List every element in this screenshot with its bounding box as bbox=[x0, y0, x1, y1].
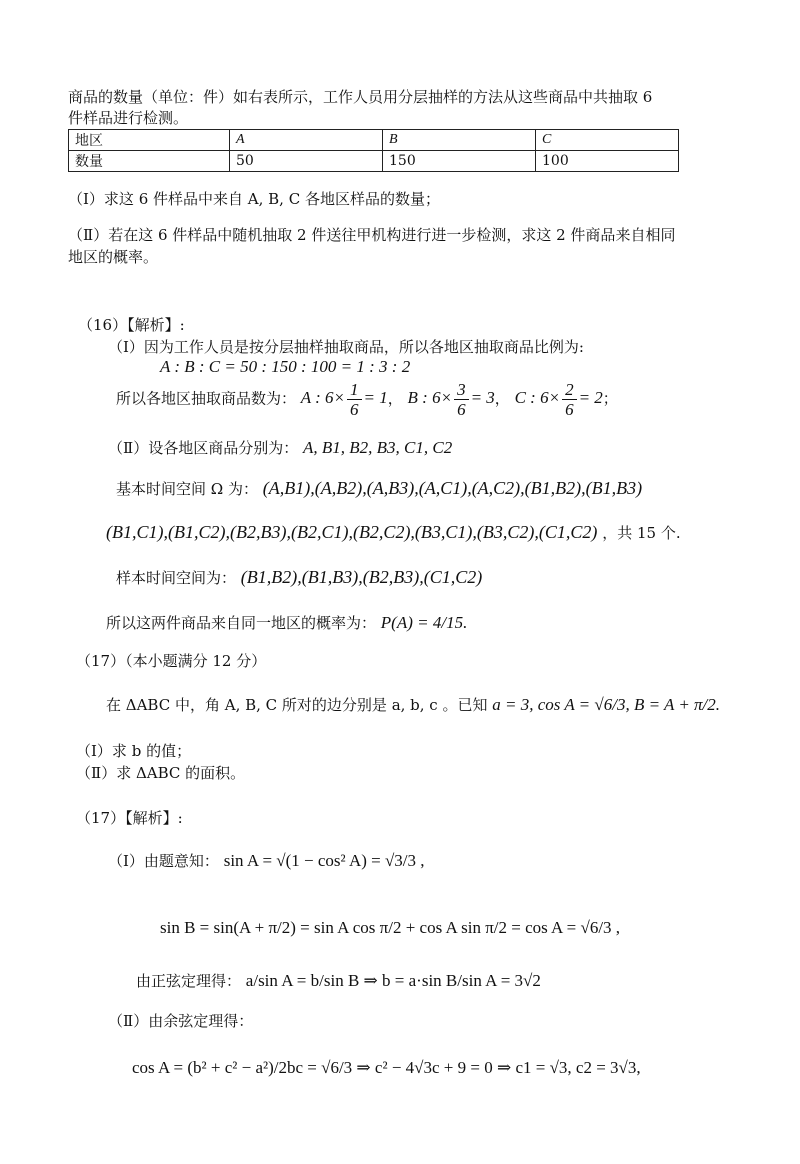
quantity-table bbox=[68, 129, 679, 172]
sol16-sample-lead: 样本时间空间为： bbox=[116, 569, 237, 587]
sol16-step-2 bbox=[108, 437, 452, 458]
sol16-count-a: A : 6× $\frac{1}{6}$ = 1 bbox=[300, 380, 388, 419]
sol16-counts: 所以各地区抽取商品数为： A : 6× $\frac{1}{6}$ = 1， B : 6× $\frac{3}{6}$ = 3， C : 6× $\frac{2}{6}$ = 2； bbox=[116, 380, 618, 419]
sol16-ratio: A : B : C = 50 : 150 : 100 = 1 : 3 : 2 bbox=[160, 357, 411, 376]
sol17-heading: （17）【解析】: bbox=[76, 809, 183, 827]
table-row bbox=[69, 151, 679, 172]
sol16-space-set-1: (A,B1),(A,B2),(A,B3),(A,C1),(A,C2),(B1,B2),(B1,B3) bbox=[262, 478, 643, 498]
sol16-prob-lead: 所以这两件商品来自同一地区的概率为： bbox=[106, 614, 377, 632]
table-cell: 地区 bbox=[69, 130, 230, 151]
sol16-space-row-1 bbox=[116, 478, 642, 499]
q17-stem bbox=[106, 694, 720, 715]
sol17-step-2: （Ⅱ）由余弦定理得： bbox=[108, 1012, 254, 1030]
sol16-step-1: （Ⅰ）因为工作人员是按分层抽样抽取商品，所以各地区抽取商品比例为: bbox=[108, 338, 584, 356]
sol16-space-set-2: (B1,C1),(B1,C2),(B2,B3),(B2,C1),(B2,C2),(B3,C1),(B3,C2),(C1,C2) bbox=[106, 522, 598, 542]
sol16-counts-lead: 所以各地区抽取商品数为： bbox=[116, 389, 297, 408]
table-row bbox=[69, 130, 679, 151]
sol16-space-total: ，共 15 个. bbox=[602, 524, 681, 542]
table-cell: 数量 bbox=[69, 151, 230, 172]
sol16-count-b: B : 6× $\frac{3}{6}$ = 3 bbox=[407, 380, 495, 419]
sol17-step-1-lead: （Ⅰ）由题意知： bbox=[108, 852, 219, 870]
table-cell: 100 bbox=[536, 151, 679, 172]
q16-part-2-line-2: 地区的概率。 bbox=[68, 248, 159, 266]
sol17-sine-row bbox=[136, 970, 541, 991]
sol17-sine-lead: 由正弦定理得： bbox=[136, 972, 242, 990]
sol16-space-row-2 bbox=[106, 522, 681, 543]
q16-part-2-line-1: （Ⅱ）若在这 6 件样品中随机抽取 2 件送往甲机构进行进一步检测，求这 2 件商品来自相同 bbox=[68, 226, 676, 244]
sol16-space-lead: 基本时间空间 Ω 为： bbox=[116, 480, 258, 498]
q17-part-1: （Ⅰ）求 b 的值； bbox=[76, 742, 192, 760]
sol16-heading: （16）【解析】: bbox=[78, 316, 185, 334]
sol17-sinB: sin B = sin(A + π/2) = sin A cos π/2 + cos A sin π/2 = cos A = √6/3 , bbox=[160, 918, 621, 937]
table-cell: B bbox=[383, 130, 536, 151]
sol16-count-c: C : 6× $\frac{2}{6}$ = 2 bbox=[514, 380, 603, 419]
sol17-cosine-law: cos A = (b² + c² − a²)/2bc = √6/3 ⇒ c² − 4√3c + 9 = 0 ⇒ c1 = √3, c2 = 3√3, bbox=[132, 1058, 641, 1077]
table-cell: C bbox=[536, 130, 679, 151]
table-cell: 50 bbox=[230, 151, 383, 172]
sol16-sample-set: (B1,B2),(B1,B3),(B2,B3),(C1,C2) bbox=[240, 567, 483, 587]
sol16-prob-row bbox=[106, 612, 467, 633]
q17-part-2: （Ⅱ）求 ΔABC 的面积。 bbox=[76, 764, 246, 782]
sol17-step-1 bbox=[108, 850, 425, 871]
sol17-sinA: sin A = √(1 − cos² A) = √3/3 , bbox=[223, 851, 425, 870]
q17-stem-lead: 在 ΔABC 中，角 A, B, C 所对的边分别是 a, b, c 。已知 bbox=[106, 696, 488, 714]
q16-part-1: （Ⅰ）求这 6 件样品中来自 A, B, C 各地区样品的数量； bbox=[68, 190, 440, 208]
intro-line-1: 商品的数量（单位：件）如右表所示，工作人员用分层抽样的方法从这些商品中共抽取 6 bbox=[68, 88, 653, 106]
table-cell: A bbox=[230, 130, 383, 151]
q17-heading: （17）（本小题满分 12 分） bbox=[76, 652, 267, 670]
sol17-sine-law: a/sin A = b/sin B ⇒ b = a·sin B/sin A = 3√2 bbox=[245, 971, 541, 990]
sol16-items: A, B1, B2, B3, C1, C2 bbox=[302, 438, 453, 457]
intro-line-2: 件样品进行检测。 bbox=[68, 109, 189, 127]
q17-stem-given: a = 3, cos A = √6/3, B = A + π/2. bbox=[492, 695, 721, 714]
sol16-prob-value: P(A) = 4/15. bbox=[380, 613, 468, 632]
sol16-sample-row bbox=[116, 567, 482, 588]
sol16-step-2-lead: （Ⅱ）设各地区商品分别为： bbox=[108, 439, 299, 457]
table-cell: 150 bbox=[383, 151, 536, 172]
